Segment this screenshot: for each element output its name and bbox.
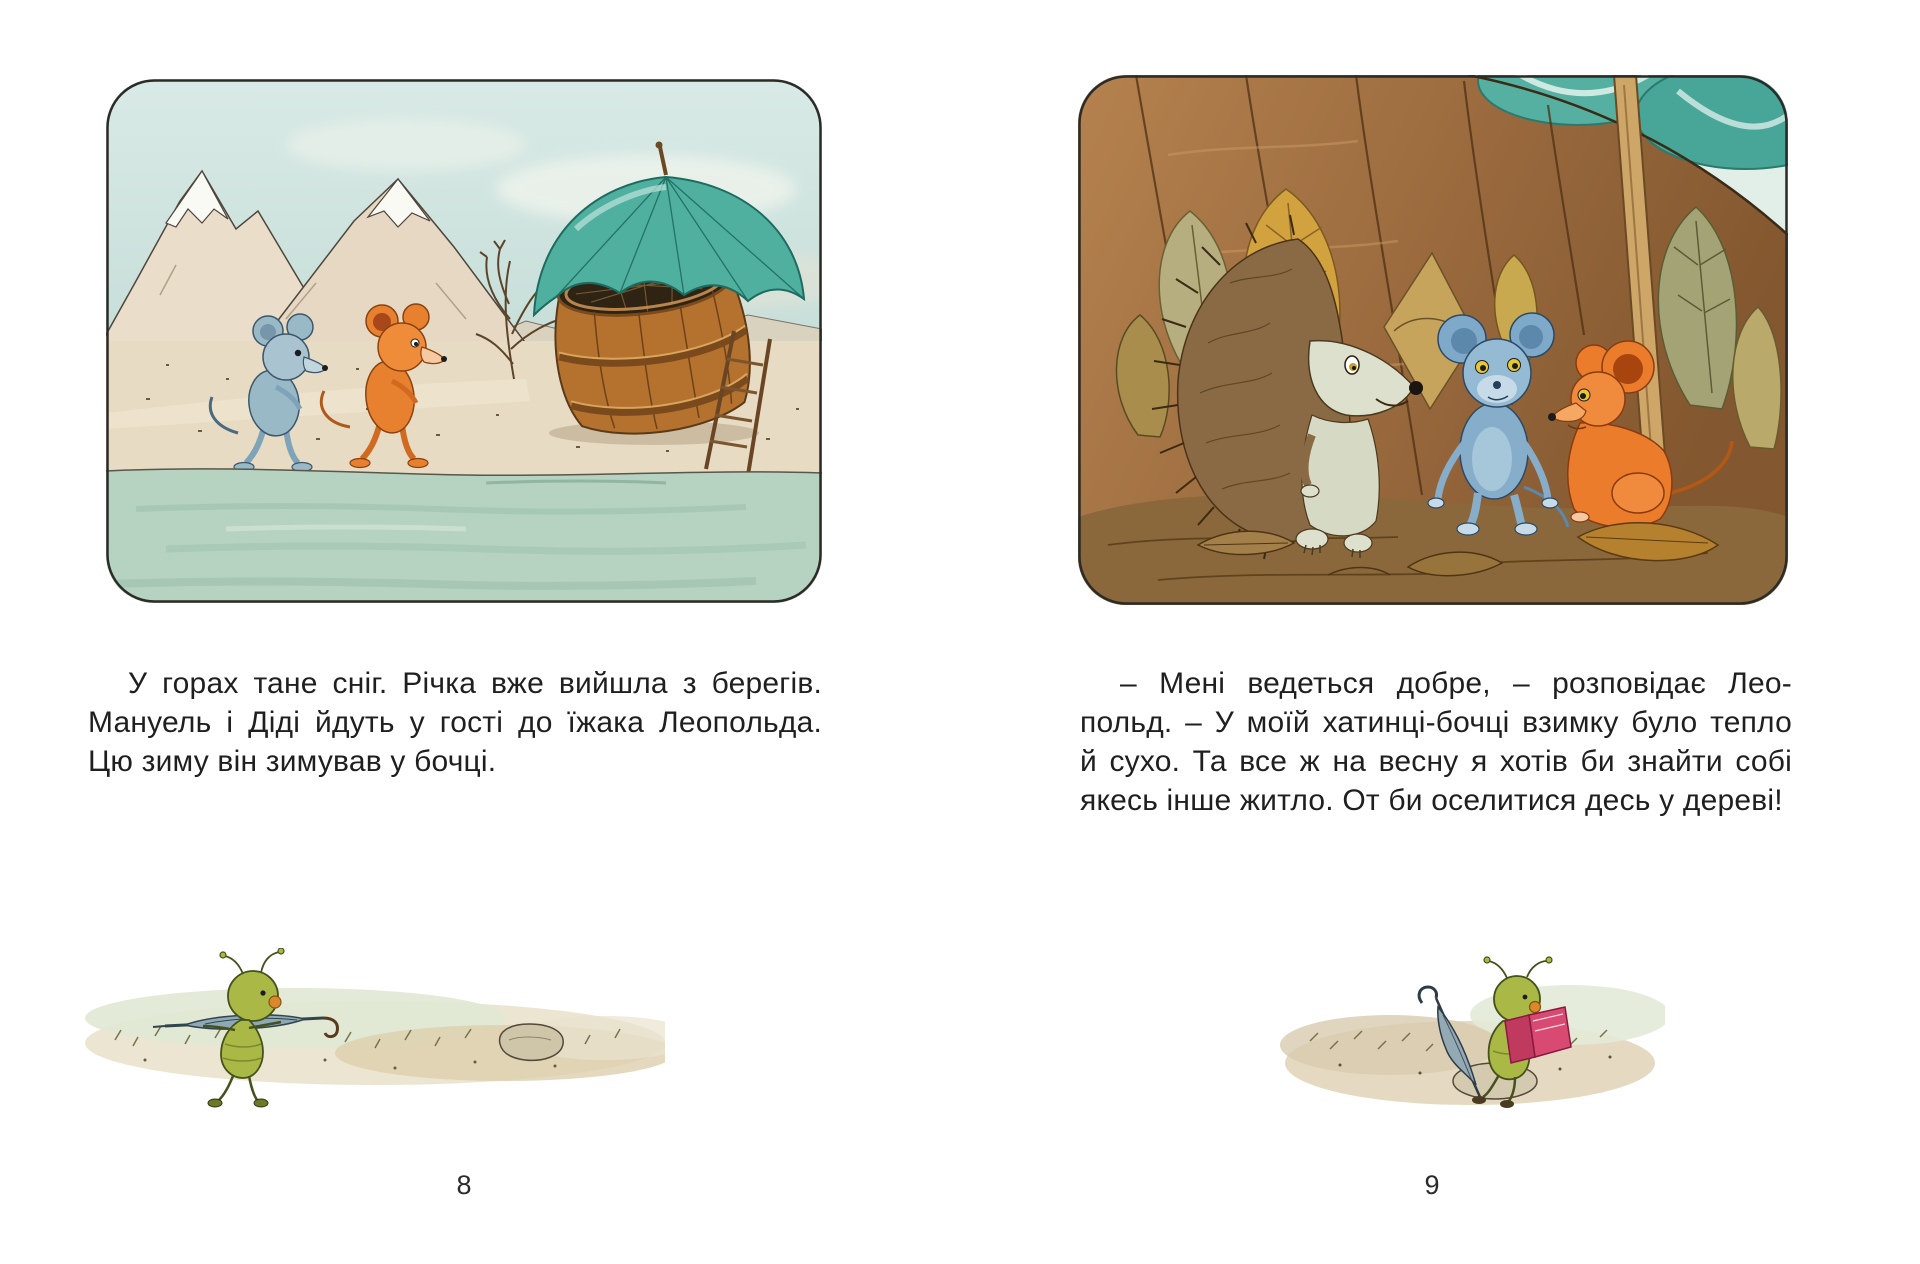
illustration-barrel-interior-scene (1078, 75, 1788, 605)
bug-walking-svg (85, 948, 665, 1112)
river (106, 469, 822, 603)
story-line: – Мені ведеться добре, – розповідає Лео- (1120, 667, 1792, 700)
vignette-bug-reading (1270, 945, 1665, 1115)
barrel-interior-svg (1078, 75, 1788, 605)
story-line: якесь інше житло. От би оселитися десь у дереві! (1080, 784, 1783, 817)
illustration-riverbank-scene (106, 79, 822, 603)
story-line: польд. – У моїй хатинці-бочці взимку було тепло (1080, 706, 1792, 739)
vignette-bug-walking (85, 948, 665, 1112)
bug-reading-svg (1270, 945, 1665, 1115)
story-paragraph-right (1080, 664, 1792, 820)
story-paragraph-left (88, 664, 822, 781)
story-line: Цю зиму він зимував у бочці. (88, 745, 497, 778)
stone (500, 1024, 564, 1060)
page-number-right: 9 (1424, 1170, 1440, 1200)
riverbank-scene-svg (106, 79, 822, 603)
page-number-left: 8 (456, 1170, 472, 1200)
story-line: й сухо. Та все ж на весну я хотів би знайти собі (1080, 745, 1792, 778)
story-line: У горах тане сніг. Річка вже вийшла з берегів. (128, 667, 822, 700)
story-line: Мануель і Діді йдуть у гості до їжака Леопольда. (88, 706, 822, 739)
